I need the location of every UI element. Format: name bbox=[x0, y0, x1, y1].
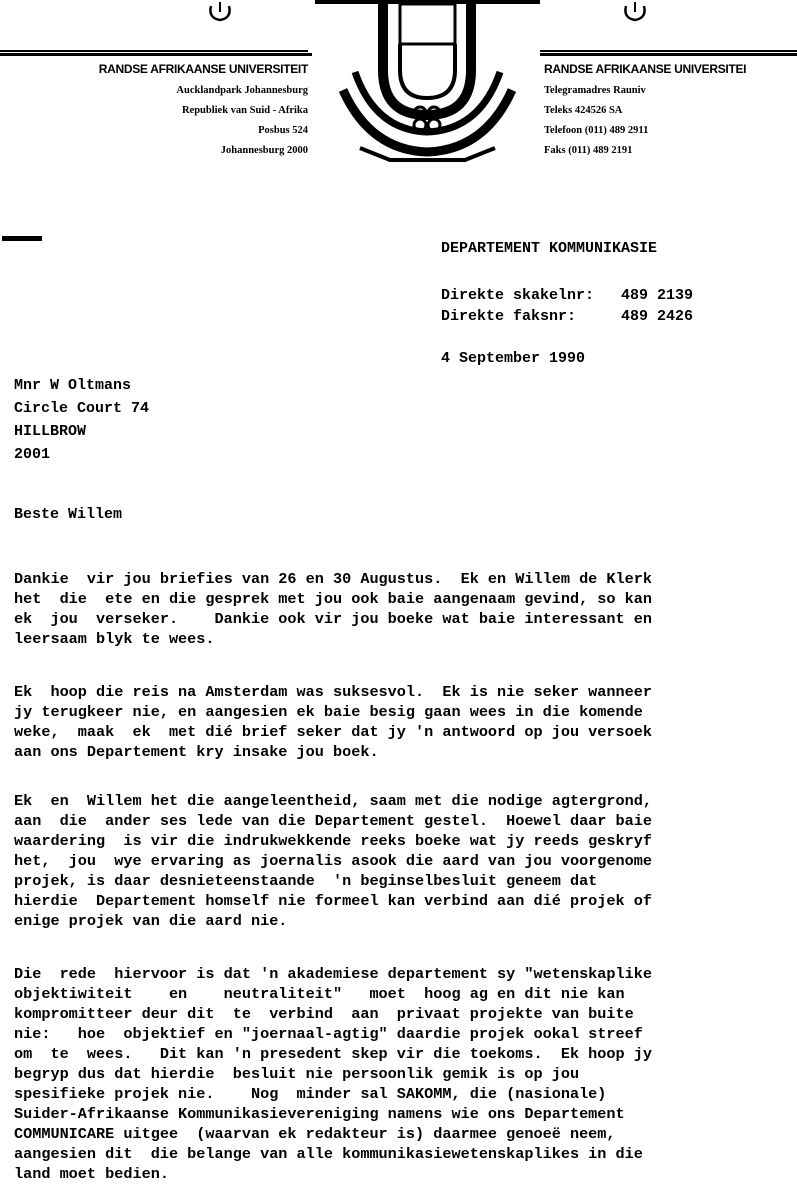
body-line: waardering is vir die indrukwekkende reeks boeke wat jy reeds geskryf bbox=[14, 832, 652, 850]
lamp-icon-right bbox=[620, 2, 650, 24]
salutation: Beste Willem bbox=[14, 506, 123, 523]
university-name-left: RANDSE AFRIKAANSE UNIVERSITEIT bbox=[0, 62, 308, 76]
address-line: Aucklandpark Johannesburg bbox=[176, 85, 308, 96]
fax-label: Direkte faksnr: bbox=[441, 308, 577, 325]
body-line: ek jou verseker. Dankie ook vir jou boeke wat baie interessant en bbox=[14, 610, 652, 628]
lamp-icon-left bbox=[205, 2, 235, 24]
body-line: enige projek van die aard nie. bbox=[14, 912, 288, 930]
body-line: Suider-Afrikaanse Kommunikasievereniging namens wie ons Departement bbox=[14, 1105, 625, 1123]
contact-line: Telegramadres Rauniv bbox=[544, 85, 646, 96]
body-line: het die ete en die gesprek met jou ook baie aangenaam gevind, so kan bbox=[14, 590, 652, 608]
address-line: Posbus 524 bbox=[258, 125, 308, 136]
phone-label: Direkte skakelnr: bbox=[441, 287, 595, 304]
body-line: objektiwiteit en neutraliteit" moet hoog ag en dit nie kan bbox=[14, 985, 625, 1003]
body-paragraph bbox=[14, 569, 784, 649]
letterhead-right bbox=[544, 62, 797, 156]
recipient-line: Mnr W Oltmans bbox=[14, 377, 132, 394]
body-line: het, jou wye ervaring as joernalis asook die aard van jou voorgenome bbox=[14, 852, 652, 870]
header-rule-right bbox=[540, 50, 797, 52]
address-line: Republiek van Suid - Afrika bbox=[181, 105, 308, 116]
direct-contact bbox=[441, 285, 693, 327]
recipient-address bbox=[14, 374, 149, 466]
body-line: hierdie Departement homself nie formeel kan verbind aan dié projek of bbox=[14, 892, 652, 910]
body-line: kompromitteer deur dit te verbind aan privaat projekte van buite bbox=[14, 1005, 634, 1023]
body-line: Dankie vir jou briefies van 26 en 30 Augustus. Ek en Willem de Klerk bbox=[14, 570, 652, 588]
department-name: DEPARTEMENT KOMMUNIKASIE bbox=[441, 240, 658, 257]
body-line: aan die ander ses lede van die Departement gestel. Hoewel daar baie bbox=[14, 812, 652, 830]
body-line: Ek en Willem het die aangeleentheid, saam met die nodige agtergrond, bbox=[14, 792, 652, 810]
body-line: jy terugkeer nie, en aangesien ek baie besig gaan wees in die komende bbox=[14, 703, 643, 721]
header-rule-left bbox=[0, 50, 308, 52]
body-line: land moet bedien. bbox=[14, 1165, 169, 1183]
recipient-line: Circle Court 74 bbox=[14, 400, 150, 417]
recipient-line: 2001 bbox=[14, 446, 51, 463]
margin-mark bbox=[2, 236, 42, 241]
body-line: spesifieke projek nie. Nog minder sal SAKOMM, die (nasionale) bbox=[14, 1085, 607, 1103]
address-line: Johannesburg 2000 bbox=[220, 145, 308, 156]
body-paragraph bbox=[14, 791, 784, 931]
contact-line: Teleks 424526 SA bbox=[544, 105, 623, 116]
body-paragraph bbox=[14, 682, 784, 762]
body-line: COMMUNICARE uitgee (waarvan ek redakteur is) daarmee genoeë neem, bbox=[14, 1125, 616, 1143]
body-line: Die rede hiervoor is dat 'n akademiese departement sy "wetenskaplike bbox=[14, 965, 652, 983]
body-line: projek, is daar desnieteenstaande 'n beginselbesluit geneem dat bbox=[14, 872, 598, 890]
body-line: om te wees. Dit kan 'n presedent skep vir die toekoms. Ek hoop jy bbox=[14, 1045, 652, 1063]
body-line: aangesien dit die belange van alle kommunikasiewetenskaplikes in die bbox=[14, 1145, 643, 1163]
recipient-line: HILLBROW bbox=[14, 423, 87, 440]
body-line: leersaam blyk te wees. bbox=[14, 630, 215, 648]
body-line: aan ons Departement kry insake jou boek. bbox=[14, 743, 379, 761]
contact-line: Telefoon (011) 489 2911 bbox=[544, 125, 649, 136]
body-line: nie: hoe objektief en "joernaal-agtig" daardie projek ookal streef bbox=[14, 1025, 643, 1043]
rau-logo bbox=[315, 0, 540, 165]
letterhead-left bbox=[0, 62, 308, 156]
contact-line: Faks (011) 489 2191 bbox=[544, 145, 633, 156]
body-line: Ek hoop die reis na Amsterdam was suksesvol. Ek is nie seker wanneer bbox=[14, 683, 652, 701]
fax-value: 489 2426 bbox=[621, 308, 694, 325]
body-line: begryp dus dat hierdie besluit nie persoonlik gemik is op jou bbox=[14, 1065, 580, 1083]
university-name-right: RANDSE AFRIKAANSE UNIVERSITEI bbox=[544, 62, 797, 76]
body-paragraph bbox=[14, 964, 784, 1184]
phone-value: 489 2139 bbox=[621, 287, 694, 304]
body-line: weke, maak ek met dié brief seker dat jy 'n antwoord op jou versoek bbox=[14, 723, 652, 741]
letter-date: 4 September 1990 bbox=[441, 350, 586, 367]
